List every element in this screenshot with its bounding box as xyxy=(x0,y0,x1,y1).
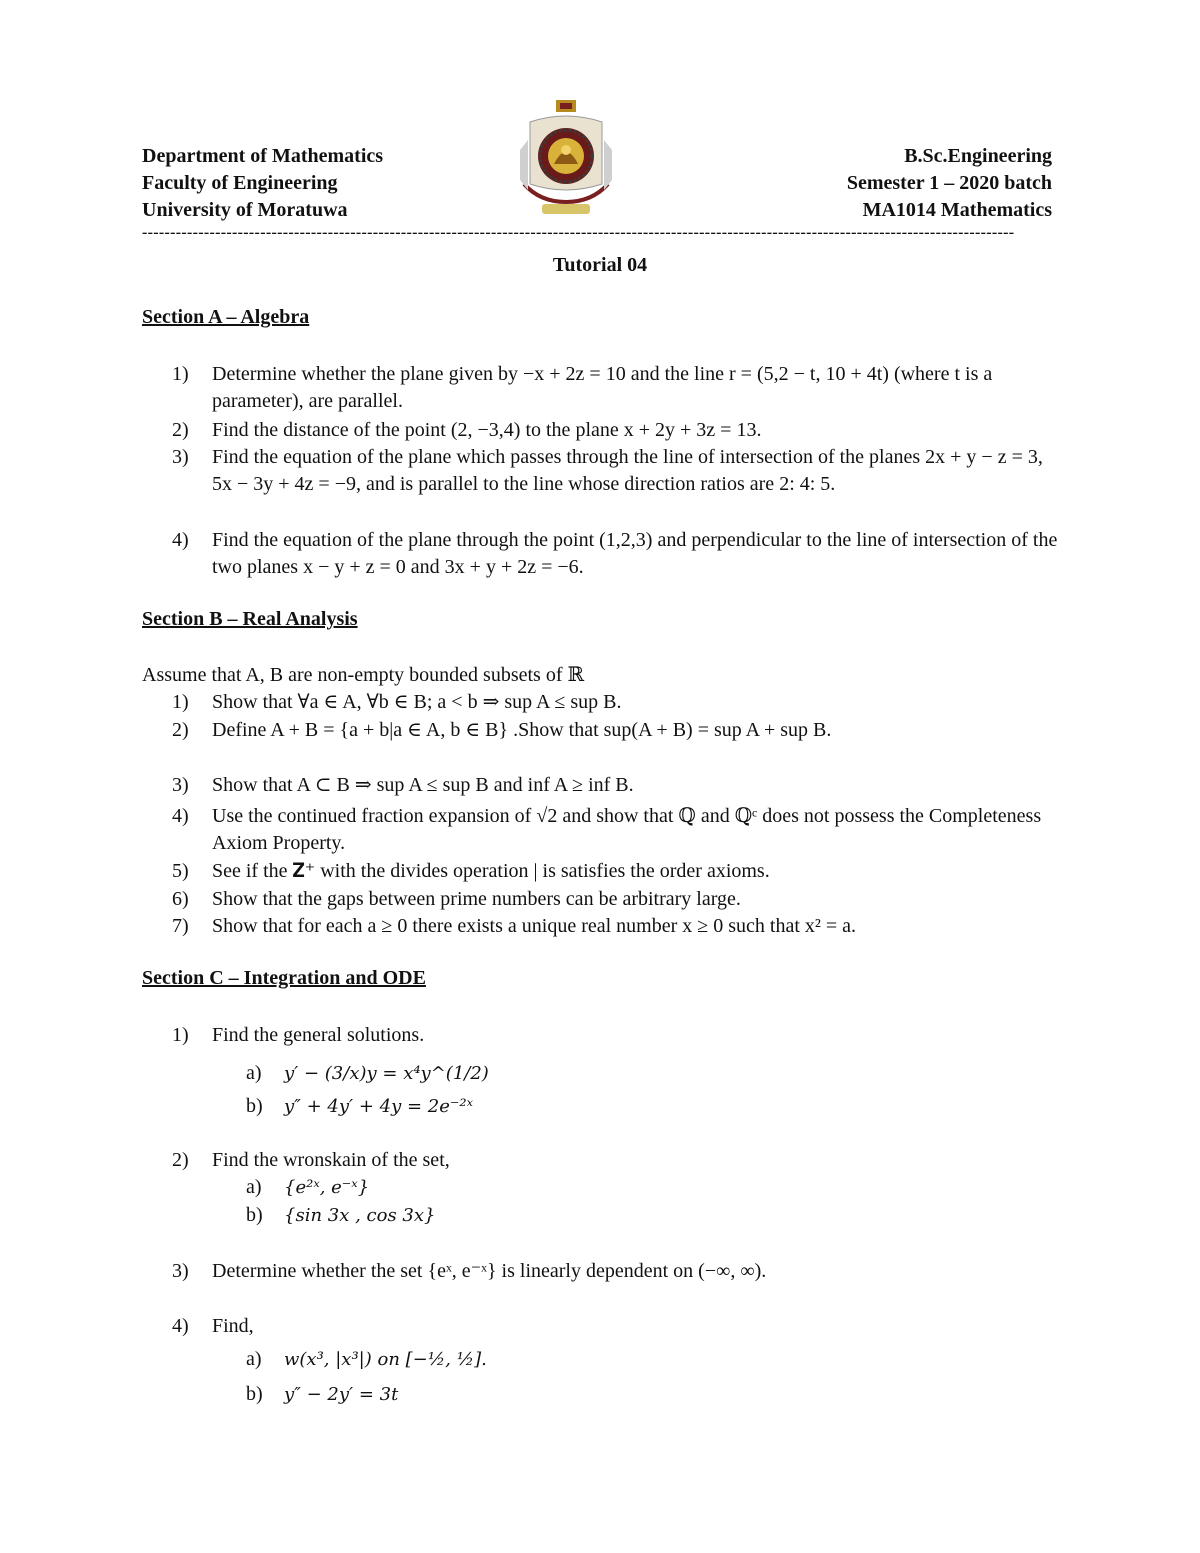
part-label: b) xyxy=(246,1095,263,1117)
question-text: Show that for each a ≥ 0 there exists a unique real number x ≥ 0 such that x² = a. xyxy=(212,915,857,937)
section-c-question-3 xyxy=(172,1258,1062,1285)
section-b-question-5 xyxy=(172,858,1062,885)
question-number: 5) xyxy=(172,860,189,882)
section-c-q2-part-a xyxy=(246,1174,369,1201)
section-b-question-4 xyxy=(172,803,1062,857)
section-c-heading: Section C – Integration and ODE xyxy=(142,967,426,989)
faculty-name: Faculty of Engineering xyxy=(142,172,338,194)
question-text: Find the equation of the plane through the point (1,2,3) and perpendicular to the line of intersection of the two planes x − y + z = 0 and 3x + y + 2z = −6. xyxy=(212,529,1058,578)
section-c-question-1 xyxy=(172,1022,1062,1049)
question-number: 1) xyxy=(172,363,189,385)
part-expression: y″ − 2y′ = 3t xyxy=(284,1384,399,1405)
section-c-q4-part-b xyxy=(246,1381,398,1408)
section-a-heading: Section A – Algebra xyxy=(142,306,310,328)
section-a-question-3 xyxy=(172,444,1062,498)
header-separator: ----------------------------------------------------------------------------------------------------------------------------------------------------------- xyxy=(142,226,1015,240)
question-number: 2) xyxy=(172,1149,189,1171)
question-text: Find the equation of the plane which passes through the line of intersection of the planes 2x + y − z = 3, 5x − 3y + 4z = −9, and is parallel to the line whose direction ratios are 2: 4: 5. xyxy=(212,446,1043,495)
question-text: Use the continued fraction expansion of √2 and show that ℚ and ℚᶜ does not possess the Completeness Axiom Property. xyxy=(212,805,1042,854)
part-expression: y″ + 4y′ + 4y = 2e⁻²ˣ xyxy=(284,1096,474,1117)
section-b-heading: Section B – Real Analysis xyxy=(142,608,358,630)
question-number: 3) xyxy=(172,1260,189,1282)
degree-name: B.Sc.Engineering xyxy=(904,145,1052,167)
part-label: b) xyxy=(246,1204,263,1226)
part-label: b) xyxy=(246,1383,263,1405)
section-c-question-2 xyxy=(172,1147,1062,1174)
section-c-question-4 xyxy=(172,1313,1062,1340)
question-text: Find, xyxy=(212,1315,254,1337)
section-b-question-1 xyxy=(172,689,1062,716)
semester-batch: Semester 1 – 2020 batch xyxy=(846,172,1052,194)
page-title: Tutorial 04 xyxy=(552,254,648,276)
section-b-question-6 xyxy=(172,886,1062,913)
section-a-question-4 xyxy=(172,527,1062,581)
section-c-q1-part-a xyxy=(246,1060,489,1087)
question-number: 6) xyxy=(172,888,189,910)
section-b-intro: Assume that A, B are non-empty bounded subsets of ℝ xyxy=(142,664,585,686)
question-text: Determine whether the plane given by −x + 2z = 10 and the line r = (5,2 − t, 10 + 4t) (where t is a parameter), are parallel. xyxy=(212,363,993,412)
question-text: Show that A ⊂ B ⇒ sup A ≤ sup B and inf A ≥ inf B. xyxy=(212,774,634,796)
question-number: 1) xyxy=(172,691,189,713)
question-number: 7) xyxy=(172,915,189,937)
question-number: 4) xyxy=(172,1315,189,1337)
university-name: University of Moratuwa xyxy=(142,199,348,221)
part-expression: y′ − (3/x)y = x⁴y^(1/2) xyxy=(284,1063,489,1084)
part-label: a) xyxy=(246,1348,262,1370)
question-number: 4) xyxy=(172,529,189,551)
header-left-block xyxy=(142,143,383,224)
header-right-block xyxy=(700,143,1052,224)
question-number: 3) xyxy=(172,774,189,796)
question-number: 2) xyxy=(172,719,189,741)
question-number: 3) xyxy=(172,446,189,468)
section-c-q4-part-a xyxy=(246,1346,487,1373)
question-number: 1) xyxy=(172,1024,189,1046)
section-a-question-1 xyxy=(172,361,1062,415)
section-b-question-7 xyxy=(172,913,1062,940)
section-a-question-2 xyxy=(172,417,1062,444)
part-label: a) xyxy=(246,1062,262,1084)
question-text: Find the distance of the point (2, −3,4) to the plane x + 2y + 3z = 13. xyxy=(212,419,762,441)
part-expression: {e²ˣ, e⁻ˣ} xyxy=(284,1177,370,1198)
question-text: Find the general solutions. xyxy=(212,1024,425,1046)
part-expression: {sin 3x , cos 3x} xyxy=(284,1205,436,1226)
question-text: Define A + B = {a + b|a ∈ A, b ∈ B} .Show that sup(A + B) = sup A + sup B. xyxy=(212,719,832,741)
section-c-q1-part-b xyxy=(246,1093,473,1120)
question-text: Find the wronskain of the set, xyxy=(212,1149,450,1171)
university-crest-icon xyxy=(520,100,612,218)
question-number: 2) xyxy=(172,419,189,441)
part-label: a) xyxy=(246,1176,262,1198)
part-expression: w(x³, |x³|) on [−½, ½]. xyxy=(284,1349,487,1370)
section-c-q2-part-b xyxy=(246,1202,435,1229)
section-b-question-3 xyxy=(172,772,1062,799)
question-text: Show that the gaps between prime numbers can be arbitrary large. xyxy=(212,888,741,910)
course-code: MA1014 Mathematics xyxy=(862,199,1052,221)
section-b-question-2 xyxy=(172,717,1062,744)
question-text: Determine whether the set {eˣ, e⁻ˣ} is linearly dependent on (−∞, ∞). xyxy=(212,1260,767,1282)
department-name: Department of Mathematics xyxy=(142,145,384,167)
question-number: 4) xyxy=(172,805,189,827)
question-text: See if the 𝐙⁺ with the divides operation | is satisfies the order axioms. xyxy=(212,860,770,882)
question-text: Show that ∀a ∈ A, ∀b ∈ B; a < b ⇒ sup A ≤ sup B. xyxy=(212,691,622,713)
